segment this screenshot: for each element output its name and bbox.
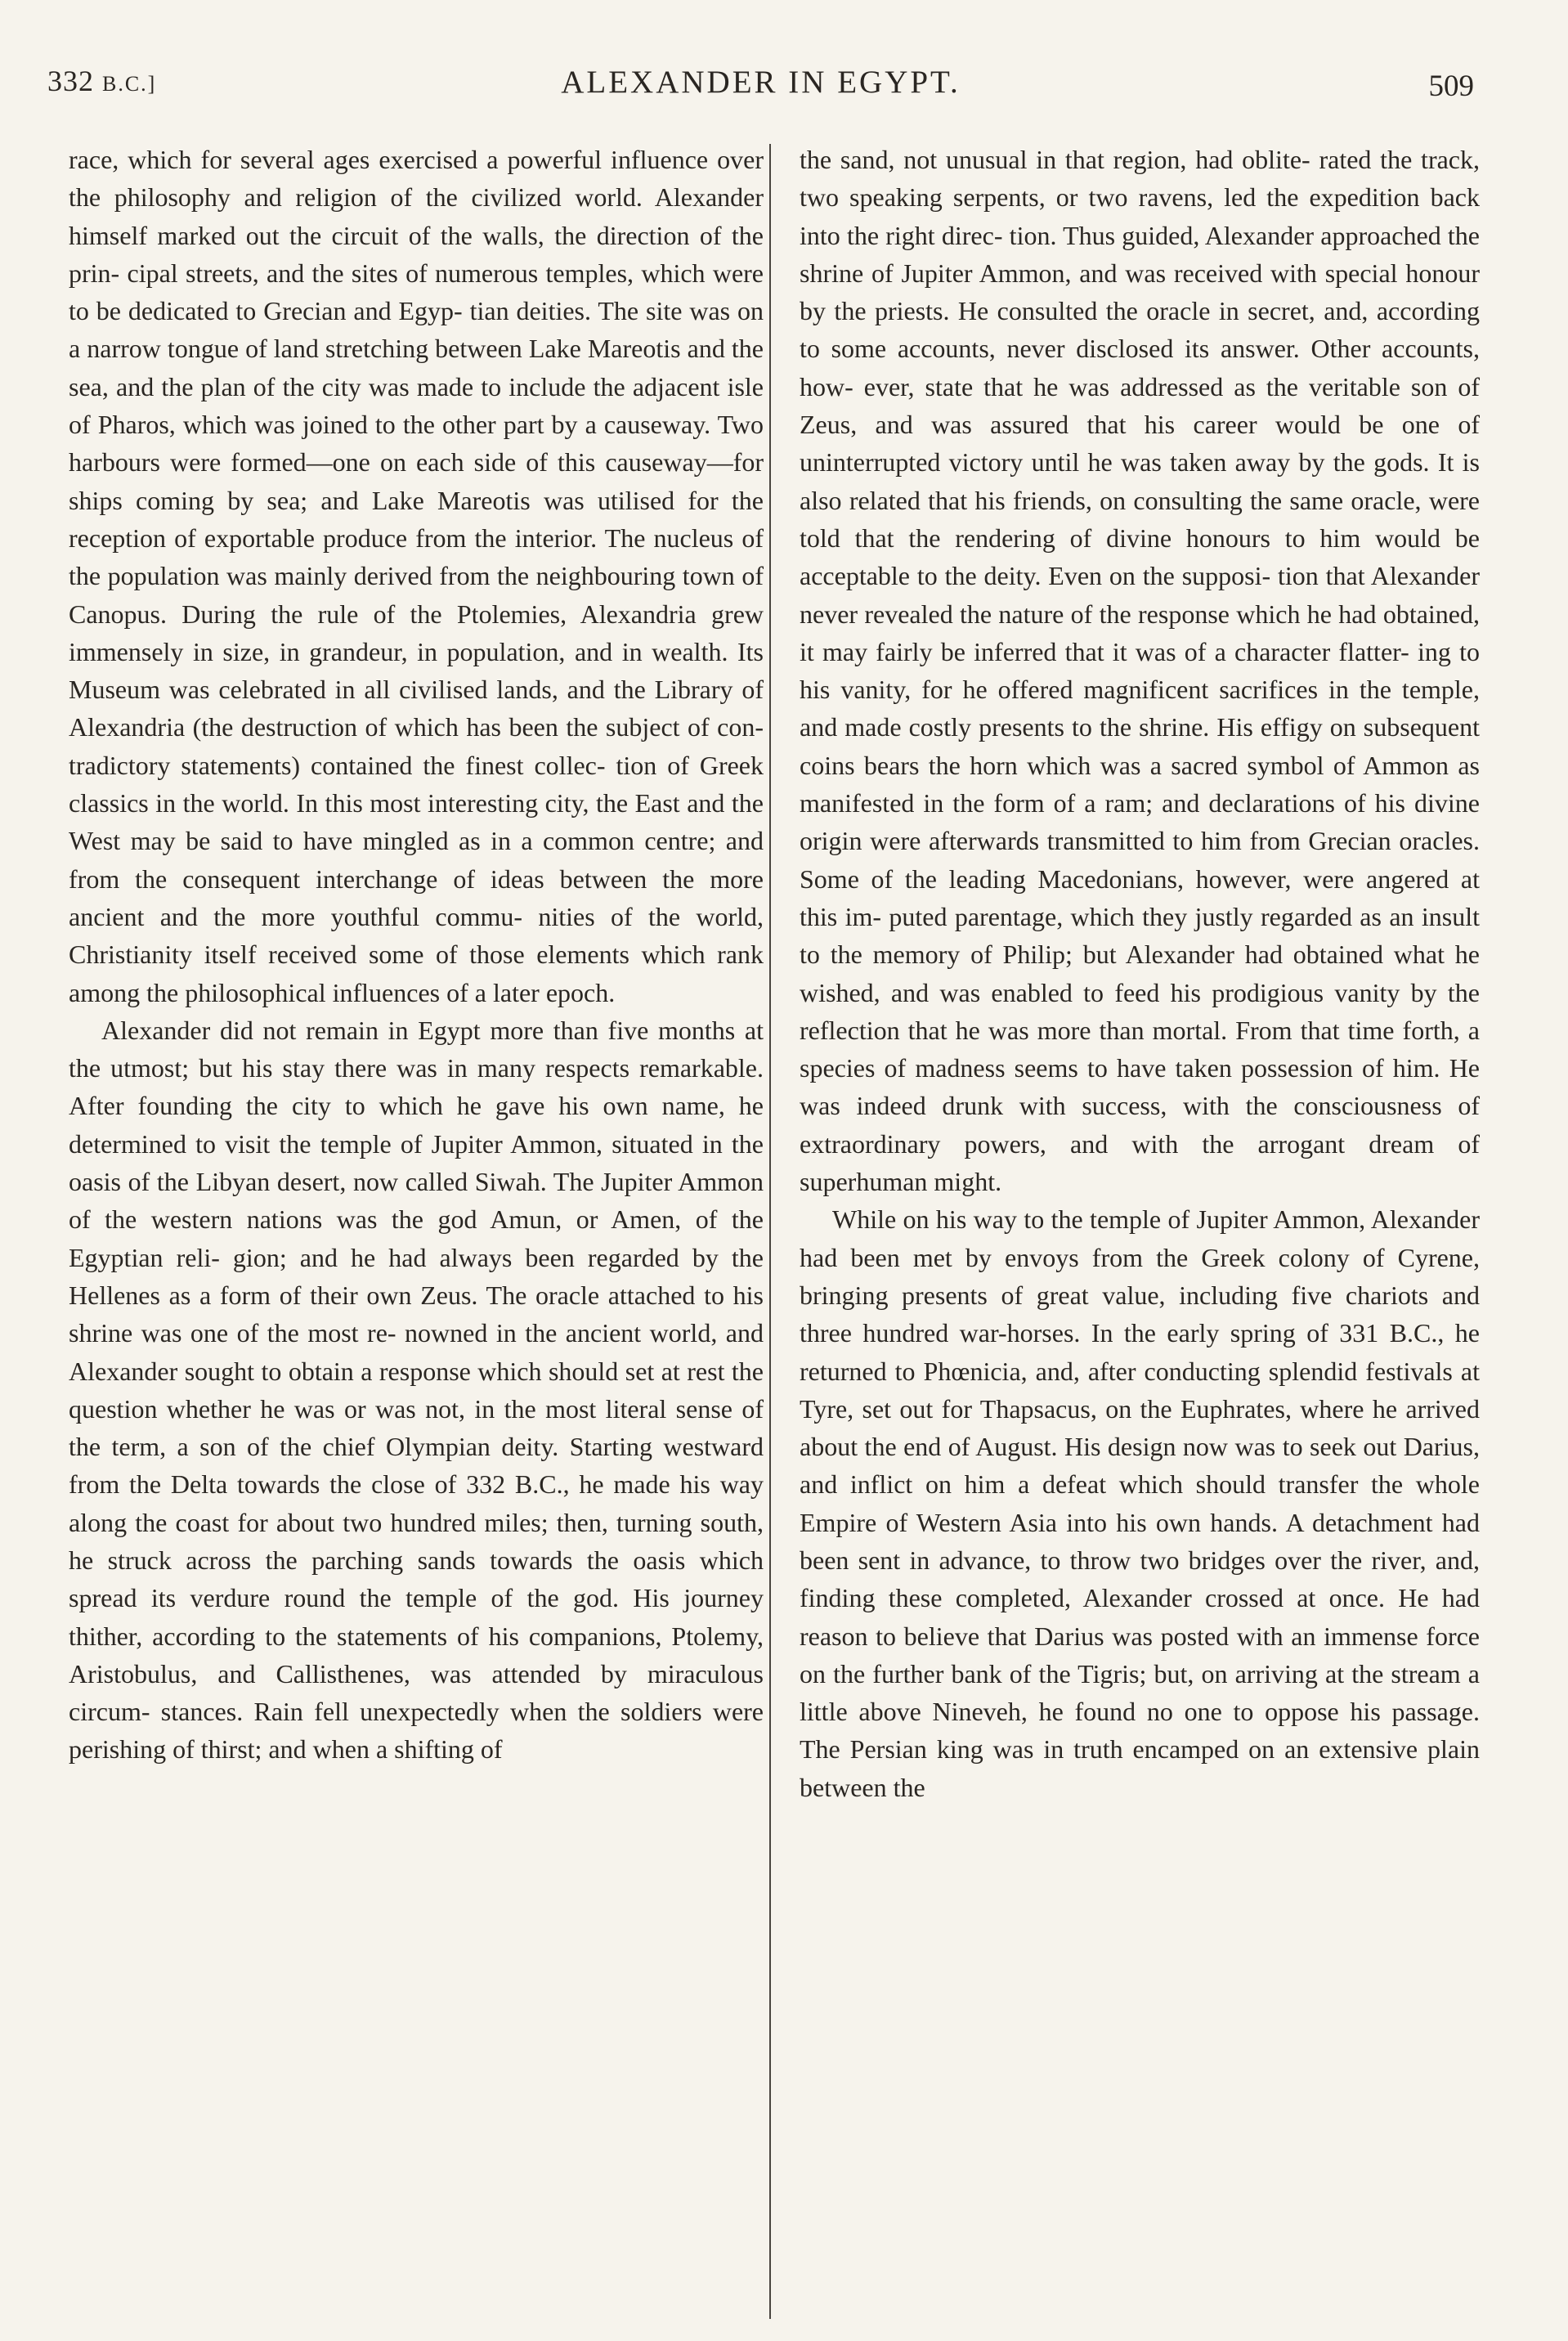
page-number: 509 (1428, 70, 1474, 103)
right-paragraph-1: the sand, not unusual in that region, had oblite- rated the track, two speaking serpents, or two ravens, led the expedition back into the right direc- tion. Thus guided, Alexander approached the shrine of Jupiter Ammon, and was received with special honour by the priests. He consulted the oracle in secret, and, according to some accounts, never disclosed its answer. Other accounts, how- ever, state that he was addressed as the veritable son of Zeus, and was assured that his career would be one of uninterrupted victory until he was taken away by the gods. It is also related that his friends, on consulting the same oracle, were told that the rendering of divine honours to him would be acceptable to the deity. Even on the supposi- tion that Alexander never revealed the nature of the response which he had obtained, it may fairly be inferred that it was of a character flatter- ing to his vanity, for he offered magnificent sacrifices in the temple, and made costly presents to the shrine. His effigy on subsequent coins bears the horn which was a sacred symbol of Ammon as manifested in the form of a ram; and declarations of his divine origin were afterwards transmitted to him from Grecian oracles. Some of the leading Macedonians, however, were angered at this im- puted parentage, which they justly regarded as an insult to the memory of Philip; but Alexander had obtained what he wished, and was enabled to feed his prodigious vanity by the reflection that he was more than mortal. From that time forth, a species of madness seems to have taken possession of him. He was indeed drunk with success, with the consciousness of extraordinary powers, and with the arrogant dream of superhuman might. (800, 145, 1480, 1197)
page-title: ALEXANDER IN EGYPT. (561, 65, 961, 100)
running-head (47, 64, 1474, 113)
column-divider (769, 144, 771, 2319)
left-paragraph-1: race, which for several ages exercised a powerful influence over the philosophy and religion of the civilized world. Alexander himself marked out the circuit of the walls, the direction of the prin- cipal streets, and the sites of numerous temples, which were to be dedicated to Grecian and Egyp- tian deities. The site was on a narrow tongue of land stretching between Lake Mareotis and the sea, and the plan of the city was made to include the adjacent isle of Pharos, which was joined to the other part by a causeway. Two harbours were formed—one on each side of this causeway—for ships coming by sea; and Lake Mareotis was utilised for the reception of exportable produce from the interior. The nucleus of the population was mainly derived from the neighbouring town of Canopus. During the rule of the Ptolemies, Alexandria grew immensely in size, in grandeur, in population, and in wealth. Its Museum was celebrated in all civilised lands, and the Library of Alexandria (the destruction of which has been the subject of con- tradictory statements) contained the finest collec- tion of Greek classics in the world. In this most interesting city, the East and the West may be said to have mingled as in a common centre; and from the consequent interchange of ideas between the more ancient and the more youthful commu- nities of the world, Christianity itself received some of those elements which rank among the philosophical influences of a later epoch. (69, 145, 764, 1007)
left-column (69, 141, 764, 1769)
right-paragraph-2: While on his way to the temple of Jupiter Ammon, Alexander had been met by envoys from the Greek colony of Cyrene, bringing presents of great value, including five chariots and three hundred war-horses. In the early spring of 331 B.C., he returned to Phœnicia, and, after conducting splendid festivals at Tyre, set out for Thapsacus, on the Euphrates, where he arrived about the end of August. His design now was to seek out Darius, and inflict on him a defeat which should transfer the whole Empire of Western Asia into his own hands. A detachment had been sent in advance, to throw two bridges over the river, and, finding these completed, Alexander crossed at once. He had reason to believe that Darius was posted with an immense force on the further bank of the Tigris; but, on arriving at the stream a little above Nineveh, he found no one to oppose his passage. The Persian king was in truth encamped on an extensive plain between the (800, 1204, 1480, 1802)
header-year: 332 (47, 65, 94, 97)
header-era: B.C.] (102, 72, 157, 96)
right-column (800, 141, 1480, 1806)
left-paragraph-2: Alexander did not remain in Egypt more than five months at the utmost; but his stay there was in many respects remarkable. After founding the city to which he gave his own name, he determined to visit the temple of Jupiter Ammon, situated in the oasis of the Libyan desert, now called Siwah. The Jupiter Ammon of the western nations was the god Amun, or Amen, of the Egyptian reli- gion; and he had always been regarded by the Hellenes as a form of their own Zeus. The oracle attached to his shrine was one of the most re- nowned in the ancient world, and Alexander sought to obtain a response which should set at rest the question whether he was or was not, in the most literal sense of the term, a son of the chief Olympian deity. Starting westward from the Delta towards the close of 332 B.C., he made his way along the coast for about two hundred miles; then, turning south, he struck across the parching sands towards the oasis which spread its verdure round the temple of the god. His journey thither, according to the statements of his companions, Ptolemy, Aristobulus, and Callisthenes, was attended by miraculous circum- stances. Rain fell unexpectedly when the soldiers were perishing of thirst; and when a shifting of (69, 1015, 764, 1765)
